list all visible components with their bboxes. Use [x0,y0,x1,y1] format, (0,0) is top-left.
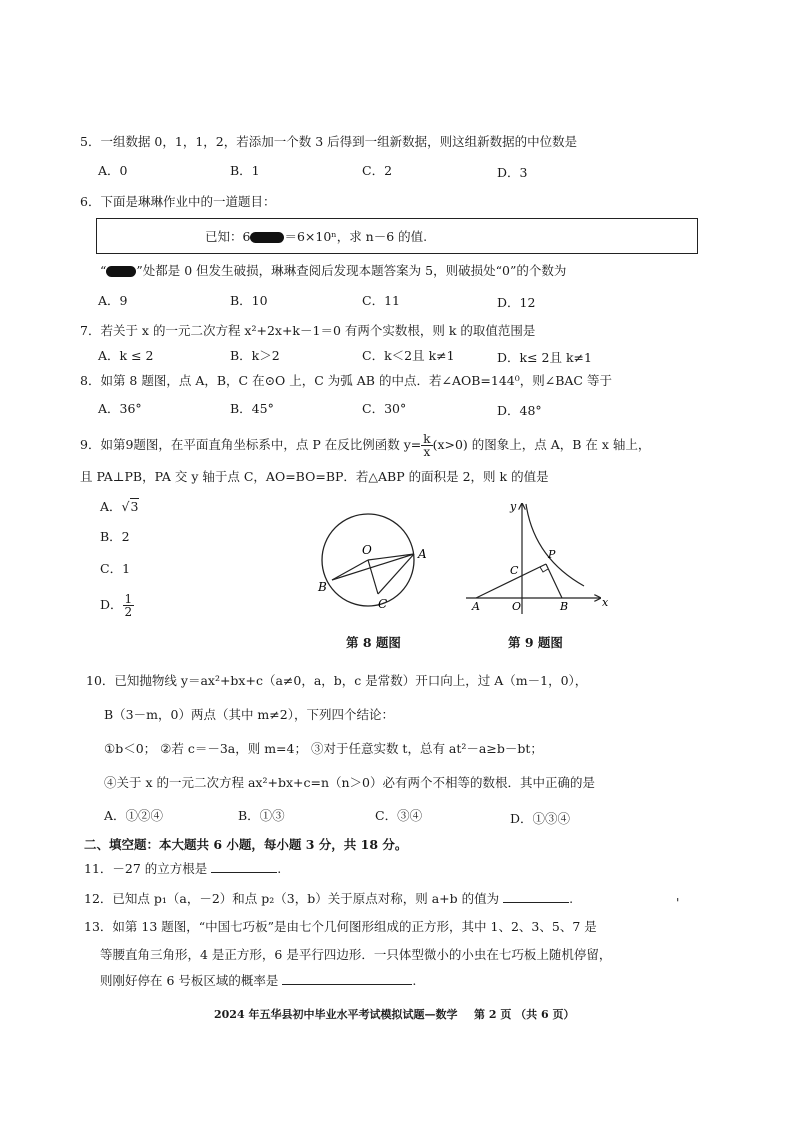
q9-option-d-den: 2 [124,605,133,619]
q13-line1: 13．如第 13 题图，“中国七巧板”是由七个几何图形组成的正方形，其中 1、2、3、5、7 是 [84,919,597,934]
q13-text: 则刚好停在 6 号板区域的概率是 [100,973,279,988]
q9-option-d-label: D． [100,597,123,612]
q6-box-post: ＝6×10ⁿ，求 n－6 的值. [284,229,428,244]
q11-end: . [277,861,282,876]
q8-option-d: D．48° [497,403,542,418]
q6-box-content [205,228,427,246]
fig9-label-y: y [510,500,517,513]
fig8-segment-oc [368,560,378,594]
fig9-label-b: B [560,600,569,613]
q6-stem: 6．下面是琳琳作业中的一道题目： [80,194,276,209]
fig8-label-a: A [418,547,427,561]
q9-stem [80,430,650,460]
figure-8 [310,500,440,620]
q9-frac-num: k [423,432,431,446]
q9-option-a [100,498,139,516]
q10-option-c: C．③④ [375,808,423,823]
q5-option-b: B．1 [230,163,260,178]
footer-page-number: 第 2 页 （共 6 页） [474,1008,575,1021]
q7-option-a: A．k ≤ 2 [98,348,154,363]
q10-line2: B（3－m，0）两点（其中 m≠2），下列四个结论： [104,707,394,722]
q9-option-d-num: 1 [124,592,133,606]
q6-option-c: C．11 [362,293,400,308]
damaged-blot [250,232,284,243]
q9-option-a-radicand: 3 [130,499,139,514]
q9-stem-post: (x>0) 的图象上，点 A，B 在 x 轴上， [432,437,651,452]
fig9-hyperbola [526,504,584,586]
q13-end: . [412,973,417,988]
fig9-caption: 第 9 题图 [508,635,563,650]
fig9-label-o: O [512,600,522,613]
damaged-blot [106,266,136,277]
q10-option-a: A．①②④ [104,808,164,823]
q8-option-c: C．30° [362,401,407,416]
q11 [84,860,281,878]
q6-note [100,262,566,280]
q12-end: . [569,891,574,906]
q7-stem: 7．若关于 x 的一元二次方程 x²+2x+k－1＝0 有两个实数根，则 k 的取值范围是 [80,323,536,338]
q5-option-c: C．2 [362,163,393,178]
fig9-label-x: x [602,596,609,609]
section-2-title: 二、填空题：本大题共 6 小题，每小题 3 分，共 18 分。 [84,837,408,852]
q9-option-d-fraction [123,593,135,618]
q7-option-c: C．k＜2且 k≠1 [362,348,455,363]
fig8-label-c: C [378,597,388,611]
q9-frac-den: x [423,445,431,459]
figure-9 [462,498,612,622]
q9-fraction [421,433,432,458]
q9-option-b: B．2 [100,529,130,544]
fig9-right-angle-mark [540,567,548,572]
q6-note-rest: ”处都是 0 但发生破损，琳琳查阅后发现本题答案为 5，则破损处“0”的个数为 [136,263,567,278]
q7-option-d: D．k≤ 2且 k≠1 [497,350,592,365]
q5-option-d: D．3 [497,165,528,180]
q5-option-a: A．0 [98,163,128,178]
q9-stem-line2: 且 PA⊥PB，PA 交 y 轴于点 C，AO=BO=BP．若△ABP 的面积是 2，则 k 的值是 [80,469,549,484]
q12-answer-blank[interactable] [503,890,569,903]
q12 [84,890,573,908]
q10-option-b: B．①③ [238,808,285,823]
fig9-label-c: C [510,564,519,577]
q10-line4: ④关于 x 的一元二次方程 ax²+bx+c=n（n＞0）必有两个不相等的数根．其中正确的是 [104,775,596,790]
q9-stem-pre: 9．如第9题图，在平面直角坐标系中，点 P 在反比例函数 y= [80,437,422,452]
q10-line3: ①b＜0； ②若 c＝－3a，则 m=4； ③对于任意实数 t，总有 at²－a≥b－bt； [104,741,543,756]
fig9-label-p: P [548,548,556,561]
footer-title: 2024 年五华县初中毕业水平考试模拟试题—数学 [214,1008,458,1021]
fig8-label-o: O [362,543,372,557]
q6-option-d: D．12 [497,295,536,310]
q9-option-a-label: A． [100,499,122,514]
q6-option-a: A．9 [98,293,128,308]
q7-option-b: B．k＞2 [230,348,280,363]
q11-answer-blank[interactable] [211,860,277,873]
q9-option-d [100,592,134,618]
q12-text: 12．已知点 p₁（a，－2）和点 p₂（3，b）关于原点对称，则 a+b 的值为 [84,891,500,906]
fig8-caption: 第 8 题图 [346,635,401,650]
q10-option-d: D．①③④ [510,811,571,826]
fig9-label-a: A [472,600,480,613]
q9-option-c: C．1 [100,561,131,576]
q6-option-b: B．10 [230,293,268,308]
sqrt-symbol: √ [121,499,130,514]
fig8-label-b: B [318,580,327,594]
q6-note-open: “ [100,263,107,278]
q5-stem: 5．一组数据 0，1，1，2，若添加一个数 3 后得到一组新数据，则这组新数据的中位数是 [80,134,578,149]
fig8-segment-oa [368,554,414,560]
q13-answer-blank[interactable] [282,972,412,985]
stray-mark: ' [676,895,680,910]
q13-line2: 等腰直角三角形，4 是正方形，6 是平行四边形．一只体型微小的小虫在七巧板上随机停留， [100,947,612,962]
q13-line3 [100,972,416,990]
q10-line1: 10．已知抛物线 y＝ax²+bx+c（a≠0，a，b，c 是常数）开口向上，过 A（m－1，0）， [86,673,588,688]
q6-box-pre: 已知：6 [205,229,251,244]
q8-option-a: A．36° [98,401,142,416]
q8-option-b: B．45° [230,401,274,416]
q11-text: 11．－27 的立方根是 [84,861,208,876]
q8-stem: 8．如第 8 题图，点 A，B，C 在⊙O 上，C 为弧 AB 的中点．若∠AOB=144⁰，则∠BAC 等于 [80,373,612,388]
